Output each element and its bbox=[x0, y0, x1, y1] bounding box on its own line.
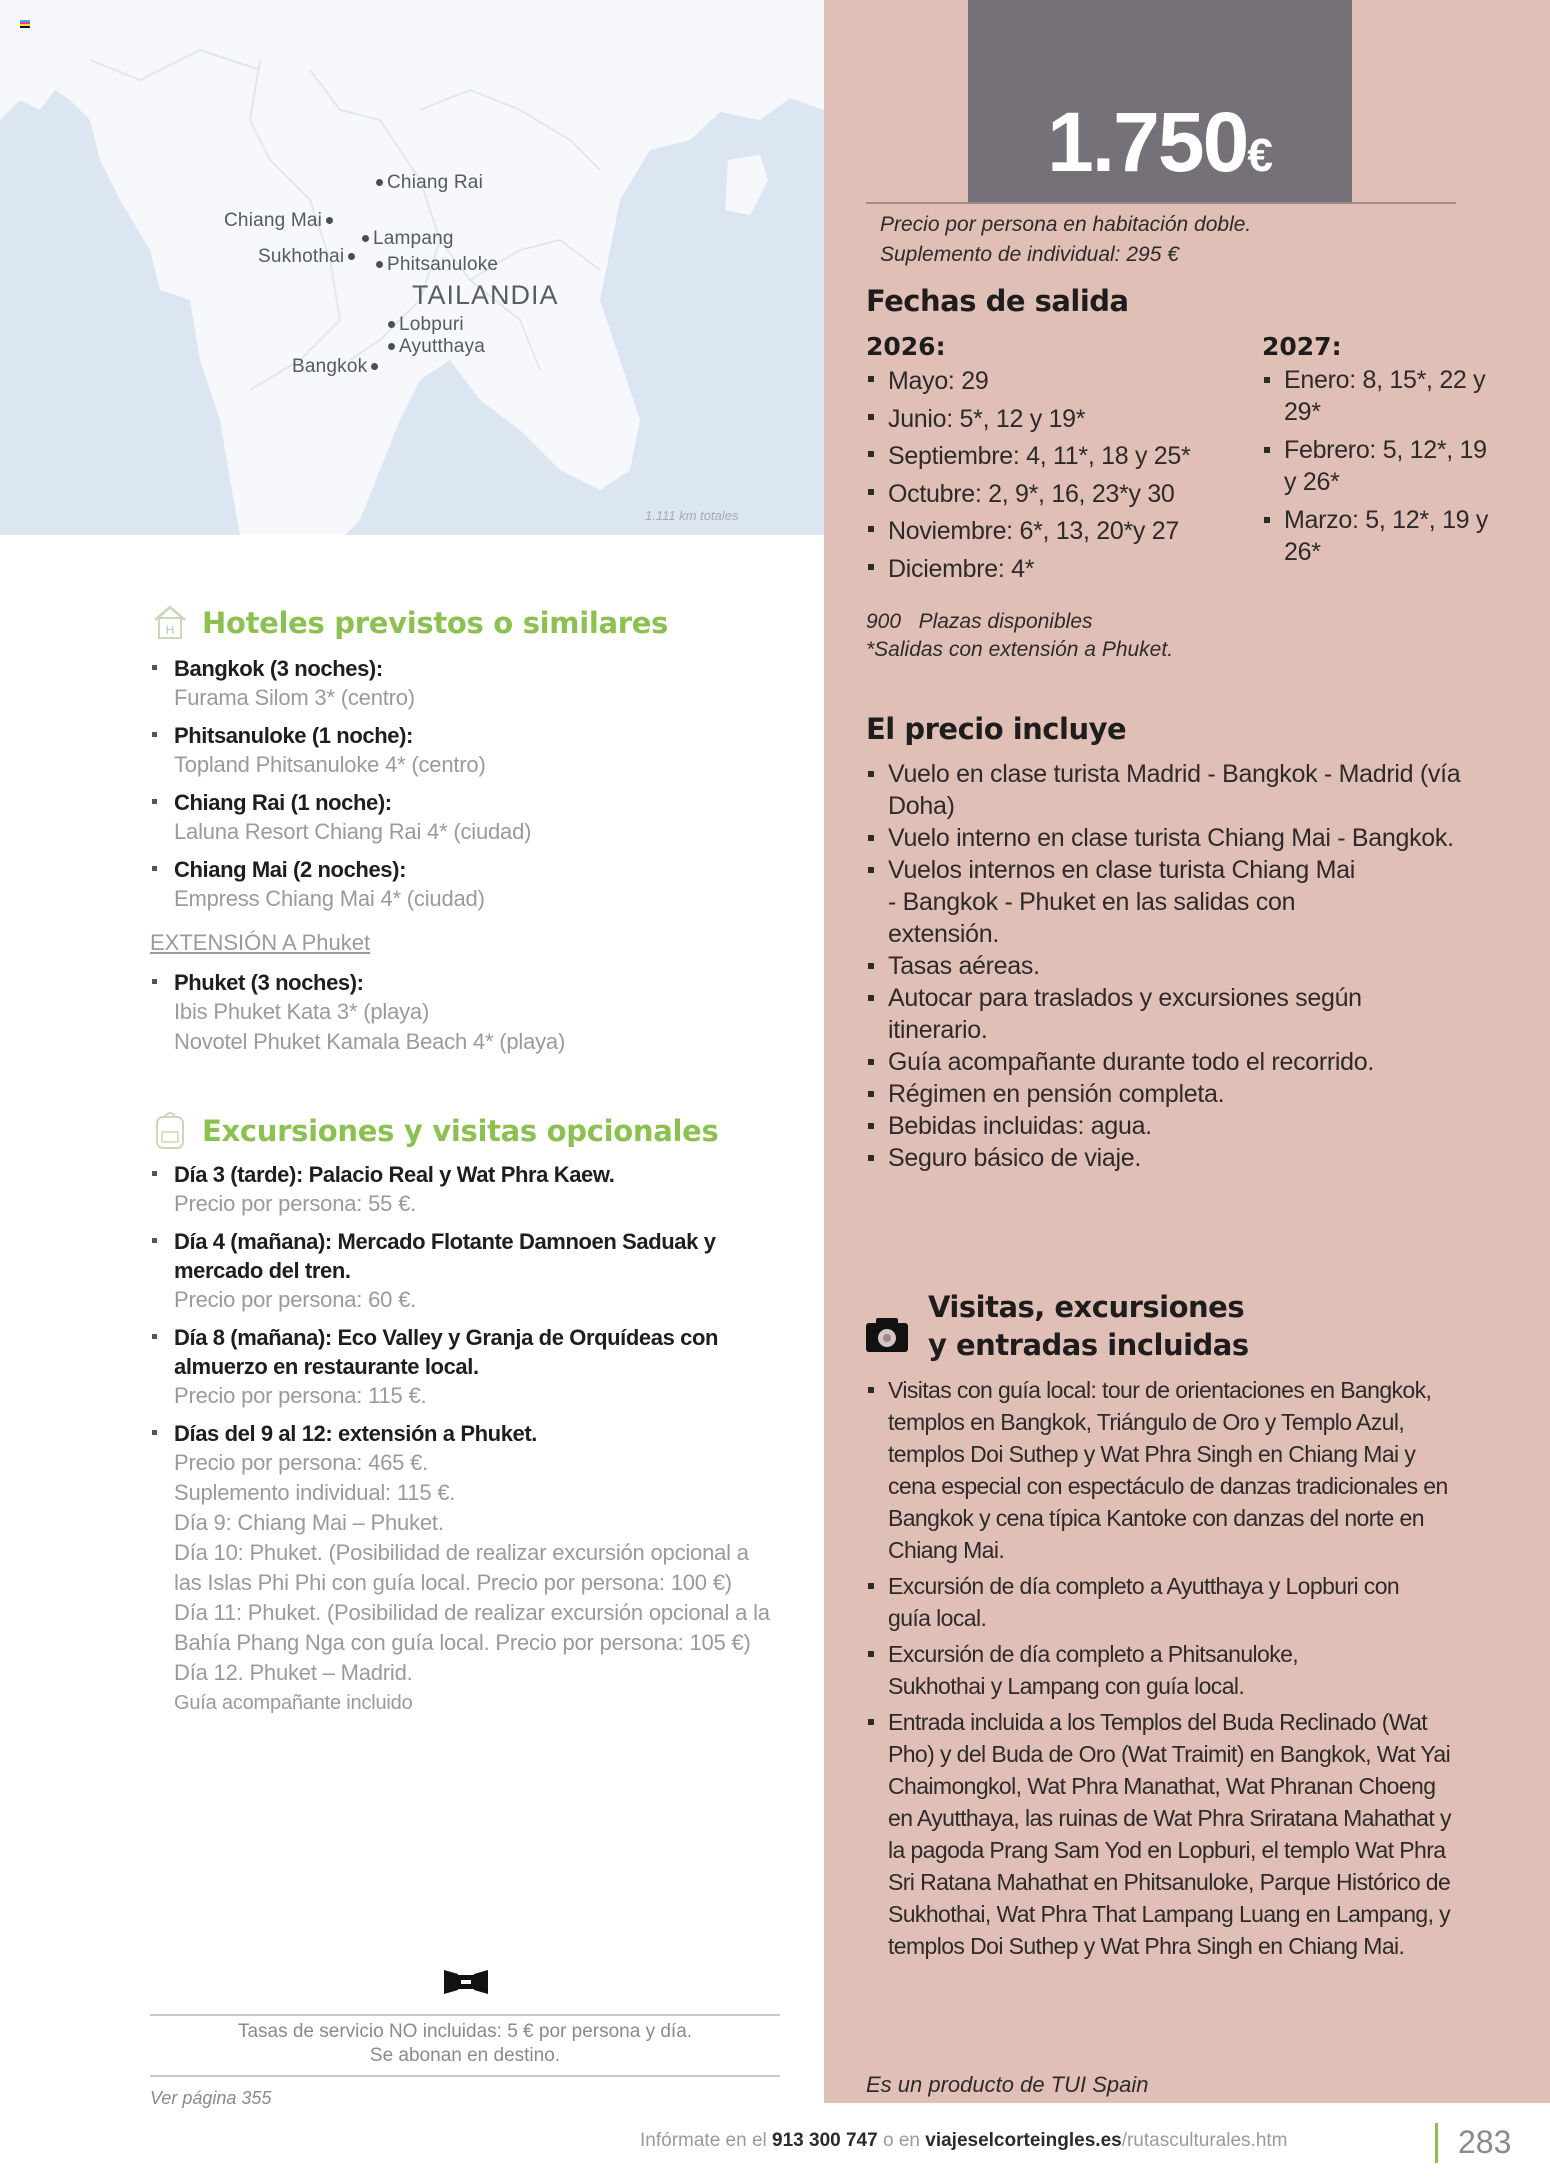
seats-note: 900 Plazas disponibles *Salidas con extensión a Phuket. bbox=[866, 610, 1174, 661]
hotels-title: Hoteles previstos o similares bbox=[202, 606, 669, 640]
includes-title: El precio incluye bbox=[866, 712, 1127, 746]
date-item: Noviembre: 6*, 13, 20*y 27 bbox=[866, 513, 1256, 551]
map-city-chiang-mai: Chiang Mai bbox=[224, 210, 337, 232]
map-city-chiang-rai: Chiang Rai bbox=[372, 172, 483, 194]
print-registration-mark bbox=[20, 20, 30, 28]
map-city-bangkok: Bangkok bbox=[292, 356, 382, 378]
includes-item: Régimen en pensión completa. bbox=[866, 1078, 1466, 1110]
city-dot-icon bbox=[348, 253, 355, 260]
footer-website-path[interactable]: /rutasculturales.htm bbox=[1121, 2130, 1288, 2151]
hotel-icon bbox=[152, 604, 188, 640]
date-item: Septiembre: 4, 11*, 18 y 25* bbox=[866, 438, 1256, 476]
see-page-reference: Ver página 355 bbox=[150, 2088, 272, 2108]
map-city-lobpuri: Lobpuri bbox=[384, 314, 464, 336]
route-map bbox=[0, 0, 824, 535]
visit-item: Visitas con guía local: tour de orientaciones en Bangkok, templos en Bangkok, Triángulo de Oro y Templo Azul, templos Doi Suthep y Wat Phra Singh en Chiang Mai y cena especial con espectáculo de danzas tradicionales en Bangkok y cena típica Kantoke con danzas del norte en Chiang Mai. bbox=[866, 1374, 1462, 1566]
city-dot-icon bbox=[326, 217, 333, 224]
city-dot-icon bbox=[376, 261, 383, 268]
hotel-item: Chiang Mai (2 noches): Empress Chiang Mai 4* (ciudad) bbox=[148, 855, 788, 914]
map-city-phitsanuloke: Phitsanuloke bbox=[372, 254, 498, 276]
city-dot-icon bbox=[388, 321, 395, 328]
includes-item: Seguro básico de viaje. bbox=[866, 1142, 1466, 1174]
service-fee-note: Tasas de servicio NO incluidas: 5 € por persona y día. Se abonan en destino. bbox=[237, 2021, 693, 2066]
map-country-label: TAILANDIA bbox=[412, 280, 559, 310]
optional-title: Excursiones y visitas opcionales bbox=[202, 1114, 719, 1148]
optional-item: Día 3 (tarde): Palacio Real y Wat Phra Kaew. Precio por persona: 55 €. bbox=[148, 1160, 778, 1219]
date-item: Junio: 5*, 12 y 19* bbox=[866, 401, 1256, 439]
visit-item: Excursión de día completo a Phitsanuloke, Sukhothai y Lampang con guía local. bbox=[866, 1638, 1388, 1702]
extension-label: EXTENSIÓN A Phuket bbox=[150, 930, 371, 955]
optional-list bbox=[148, 1160, 778, 1726]
extension-hotels-list bbox=[148, 968, 788, 1065]
visits-list bbox=[866, 1374, 1462, 1962]
city-dot-icon bbox=[362, 235, 369, 242]
map-city-sukhothai: Sukhothai bbox=[258, 246, 359, 268]
city-dot-icon bbox=[388, 343, 395, 350]
map-city-lampang: Lampang bbox=[358, 228, 454, 250]
footer-contact: Infórmate en el 913 300 747 o en viajeselcorteingles.es/rutasculturales.htm bbox=[640, 2130, 1288, 2151]
price-divider bbox=[866, 202, 1456, 204]
includes-item: Tasas aéreas. bbox=[866, 950, 1466, 982]
service-fee-top-rule bbox=[150, 2014, 780, 2016]
includes-item: Guía acompañante durante todo el recorrido. bbox=[866, 1046, 1466, 1078]
dates-list-2027 bbox=[1262, 364, 1502, 568]
city-dot-icon bbox=[371, 363, 378, 370]
departures-2027 bbox=[1262, 332, 1502, 568]
includes-item: Vuelos internos en clase turista Chiang Mai - Bangkok - Phuket en las salidas con extensión. bbox=[866, 854, 1358, 950]
hotel-item: Phitsanuloke (1 noche): Topland Phitsanuloke 4* (centro) bbox=[148, 721, 788, 780]
departures-2026 bbox=[866, 332, 1256, 588]
service-fee-icon bbox=[444, 1968, 488, 1996]
date-item: Enero: 8, 15*, 22 y 29* bbox=[1262, 364, 1502, 428]
map-scale-label: 1.111 km totales bbox=[645, 508, 739, 523]
includes-item: Autocar para traslados y excursiones según itinerario. bbox=[866, 982, 1408, 1046]
visit-item: Entrada incluida a los Templos del Buda Reclinado (Wat Pho) y del Buda de Oro (Wat Traimit) en Bangkok, Wat Yai Chaimongkol, Wat Phra Manathat, Wat Phranan Choeng en Ayutthaya, las ruinas de Wat Phra Sriratana Mahathat y la pagoda Prang Sam Yod en Lopburi, el templo Wat Phra Sri Ratana Mahathat en Phitsanuloke, Parque Histórico de Sukhothai, Wat Phra That Lampang Luang en Lampang, y templos Doi Suthep y Wat Phra Singh en Chiang Mai. bbox=[866, 1706, 1462, 1962]
optional-item: Día 8 (mañana): Eco Valley y Granja de Orquídeas con almuerzo en restaurante local. Precio por persona: 115 €. bbox=[148, 1323, 778, 1411]
dates-list-2026 bbox=[866, 363, 1256, 588]
date-item: Octubre: 2, 9*, 16, 23*y 30 bbox=[866, 476, 1256, 514]
price-amount: 1.750€ bbox=[1047, 95, 1273, 189]
date-item: Febrero: 5, 12*, 19 y 26* bbox=[1262, 434, 1502, 498]
page-number: 283 bbox=[1458, 2124, 1512, 2160]
map-city-ayutthaya: Ayutthaya bbox=[384, 336, 485, 358]
visit-item: Excursión de día completo a Ayutthaya y Lopburi con guía local. bbox=[866, 1570, 1428, 1634]
backpack-icon bbox=[154, 1110, 186, 1150]
includes-item: Vuelo en clase turista Madrid - Bangkok - Madrid (vía Doha) bbox=[866, 758, 1466, 822]
departures-title: Fechas de salida bbox=[866, 284, 1129, 318]
date-item: Marzo: 5, 12*, 19 y 26* bbox=[1262, 504, 1502, 568]
date-item: Diciembre: 4* bbox=[866, 551, 1256, 589]
svg-text:H: H bbox=[165, 623, 175, 637]
includes-item: Vuelo interno en clase turista Chiang Mai - Bangkok. bbox=[866, 822, 1466, 854]
hotel-item: Chiang Rai (1 noche): Laluna Resort Chiang Rai 4* (ciudad) bbox=[148, 788, 788, 847]
footer-divider bbox=[1435, 2123, 1438, 2163]
optional-item: Día 4 (mañana): Mercado Flotante Damnoen Saduak y mercado del tren. Precio por persona: 60 €. bbox=[148, 1227, 778, 1315]
hotel-item: Bangkok (3 noches): Furama Silom 3* (centro) bbox=[148, 654, 788, 713]
price-note: Precio por persona en habitación doble. Suplemento de individual: 295 € bbox=[880, 213, 1252, 266]
optional-item: Días del 9 al 12: extensión a Phuket. Precio por persona: 465 €. Suplemento individual: 115 €. Día 9: Chiang Mai – Phuket. Día 10: Phuket. (Posibilidad de realizar excursión opcional a las Islas Phi Phi con guía local. Precio por persona: 100 €) Día 11: Phuket. (Posibilidad de realizar excursión opcional a la Bahía Phang Nga con guía local. Precio por persona: 105 €) Día 12. Phuket – Madrid. Guía acompañante incluido bbox=[148, 1419, 778, 1718]
date-item: Mayo: 29 bbox=[866, 363, 1256, 401]
footer-website-link[interactable]: viajeselcorteingles.es bbox=[925, 2130, 1122, 2151]
year-label-2026: 2026: bbox=[866, 332, 946, 361]
hotel-item: Phuket (3 noches): Ibis Phuket Kata 3* (playa) Novotel Phuket Kamala Beach 4* (playa) bbox=[148, 968, 788, 1057]
includes-item: Bebidas incluidas: agua. bbox=[866, 1110, 1466, 1142]
camera-icon bbox=[866, 1318, 908, 1352]
includes-list bbox=[866, 758, 1466, 1174]
year-label-2027: 2027: bbox=[1262, 332, 1342, 361]
visits-title: Visitas, excursiones y entradas incluidas bbox=[928, 1290, 1249, 1362]
footer-phone[interactable]: 913 300 747 bbox=[772, 2130, 878, 2151]
producer-note: Es un producto de TUI Spain bbox=[866, 2072, 1149, 2097]
hotels-list bbox=[148, 654, 788, 922]
city-dot-icon bbox=[376, 179, 383, 186]
service-fee-bottom-rule bbox=[150, 2075, 780, 2077]
